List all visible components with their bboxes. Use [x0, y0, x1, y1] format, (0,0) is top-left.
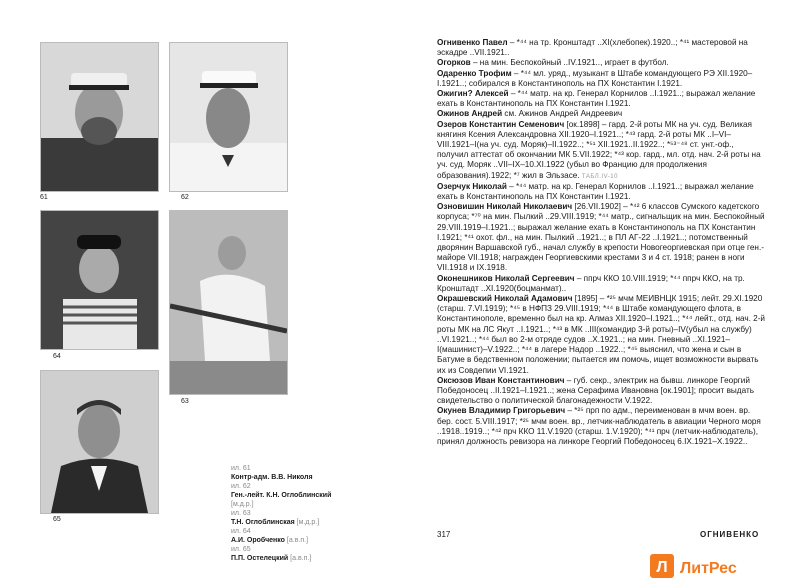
caption-source: [м.д.р.]	[231, 501, 254, 508]
photo-number: 62	[181, 194, 189, 201]
portrait-65-image	[41, 371, 158, 513]
entry-text: – *⁴⁴ матр. на кр. Генерал Корнилов ..I.1921..; выражал желание ехать в Константинополь на ПХ Константин I.1921.	[437, 89, 756, 109]
entry-name: Огнивенко Павел	[437, 38, 508, 47]
caption-name: А.И. Оробченко	[231, 537, 285, 544]
page-number: 317	[437, 530, 451, 539]
caption-source: [а.в.п.]	[286, 537, 309, 544]
entry-name: Огорков	[437, 58, 471, 68]
entry	[437, 89, 765, 109]
caption-name: Ген.-лейт. К.Н. Оглоблинский	[231, 492, 332, 499]
photo-65	[40, 370, 159, 514]
svg-text:ЛитРес: ЛитРес	[680, 560, 737, 577]
entry-name: Озерчук Николай	[437, 181, 507, 191]
photo-number: 63	[181, 398, 189, 405]
entry	[437, 202, 765, 273]
caption-61	[231, 464, 401, 482]
caption-name: П.П. Остелецкий	[231, 555, 289, 562]
caption-number: ил. 63	[231, 510, 251, 517]
photo-61	[40, 42, 159, 192]
portrait-62-image	[170, 43, 287, 191]
entry	[437, 120, 765, 182]
caption-number: ил. 61	[231, 465, 251, 472]
entry-text: – *⁴⁴ матр. на кр. Генерал Корнилов ..I.1921..; выражал желание ехать в Константинополь на ПХ Константин I.1921.	[437, 181, 754, 202]
entry	[437, 376, 765, 407]
entry	[437, 58, 765, 68]
entry-text: – на мин. Беспокойный ..IV.1921.., играет в футбол.	[470, 58, 669, 68]
entry	[437, 294, 765, 376]
photo-number: 61	[40, 194, 48, 201]
entry-name: Озеров Константин Семенович	[437, 119, 565, 129]
entry-name: Ожигин? Алексей	[437, 89, 509, 99]
caption-64	[231, 527, 401, 545]
entry-name: Оконешников Николай Сергеевич	[437, 273, 575, 283]
entry	[437, 69, 765, 89]
entry	[437, 182, 765, 202]
entry-text: – ппрч ККО 10.VIII.1919; *⁴⁴ ппрч ККО, на тр. Кронштадт ..XI.1920(боцманмат)..	[437, 273, 745, 293]
photo-62	[169, 42, 288, 192]
caption-source: [м.д.р.]	[296, 519, 320, 526]
entry	[437, 274, 765, 294]
entry-name: Оксюзов Иван Константинович	[437, 375, 565, 385]
entry-text: [26.VII.1902] – *⁴² 6 классов Сумского кадетского корпуса; *⁷⁰ на мин. Пылкий ..29.VIII.1919; *⁴⁴ матр., сигнальщик на мин. Беспокойный 29.VIII.1919–I.1921..; выражал желание ехать в Константинополь на ПХ Константин I.1921; *⁴¹ охот. фл., на мин. Пылкий ..1921..; в ПЛ АГ-22 ..I.1921..; потомственный дворянин Варшавской губ., начал службу в крепости Новогеоргиевская при отце ген.-майоре VII.1918; награжден Георгиевскими крестами 3 и 4 ст. 1918; ранен в ноги VII.1918 и IX.1918.	[437, 202, 765, 273]
biographical-entries	[437, 38, 765, 447]
entry-text: – *²⁵ прп по адм., переименован в мчм воен. вр. бер. сост. 5.VIII.1917; *²⁵ мчм воен. вр., летчик-наблюдатель в авиации Черного моря ..1918..1919..; *⁴² прч ККО 11.V.1920 (старш. 1.V.1920); *⁴¹ прч (летчик-наблюдатель), принял должность ревизора на линкоре Георгий Победоносец 6.IX.1921–X.1922..	[437, 406, 761, 446]
entry-name: Одаренко Трофим	[437, 68, 512, 78]
entry-text: [ок.1898] – гард. 2-й роты МК на уч. суд. Великая княгиня Ксения Александровна XII.1920–I.1921..; *⁴³ гард. 2-й роты МК ..I–VI–VIII.1921–I(на уч. суд. Моряк)–II.1922..; *⁵¹ XII.1921..II.1922..; *⁵³⁻⁴⁸ ст. унт.-оф., получил аттестат об окончании МК 5.VII.1922; *⁴³ кор. гард., мл. отд. нач. 2-й роты на уч. суд. Моряк ..VII–IX–10.XI.1922 (убыл во Францию для продолжения образования).1922; *⁷ жил в Эльзасе.	[437, 119, 761, 180]
photo-captions	[231, 464, 401, 563]
portrait-64-image	[41, 211, 158, 349]
entry-text: см. Ажинов Андрей Андреевич	[502, 109, 623, 119]
entry-name: Ожинов Андрей	[437, 109, 503, 119]
table-reference: ТАБЛ.IV-10	[581, 173, 618, 180]
entry-name: Озновишин Николай Николаевич	[437, 202, 573, 212]
caption-62	[231, 482, 401, 509]
caption-63	[231, 509, 401, 527]
portrait-61-image	[41, 43, 158, 191]
photo-number: 65	[53, 516, 61, 523]
entry-text: – губ. секр., электрик на бывш. линкоре Георгий Победоносец ..II.1921–I.1921..; жена Серафима Ивановна [ок.1901]; просит выдать свидетельство о политической благонадежности V.1922.	[437, 375, 754, 406]
entry-text: – *⁴⁴ мл. уряд., музыкант в Штабе командующего РЭ XII.1920–I.1921..; собирался в Константинополь на ПХ Константин I.1921.	[437, 68, 753, 88]
svg-text:Л: Л	[656, 559, 668, 576]
entry	[437, 406, 765, 447]
litres-logo	[650, 548, 800, 588]
caption-65	[231, 545, 401, 563]
entry-name: Окунев Владимир Григорьевич	[437, 406, 566, 416]
caption-name: Т.Н. Оглоблинская	[231, 519, 295, 526]
entry	[437, 38, 765, 58]
caption-number: ил. 64	[231, 528, 251, 535]
portrait-63-image	[170, 211, 287, 394]
photo-63	[169, 210, 288, 395]
caption-source: [а.в.п.]	[290, 555, 312, 562]
entry-text: [1895] – *²⁵ мчм МЕИВНЦК 1915; лейт. 29.XI.1920 (старш. 7.VI.1919); *⁴⁵ в НФПЗ 29.VIII.1919; *⁴⁴ в Штабе командующего флота, в Константинополе, временно был на кр. Алмаз XII.1920–I.1921..; *⁴⁴ лейт., отд. нач. 2-й роты МК на ЛС Якут ..I.1921..; *⁴³ в МК ..III(командир 3-й роты)–IV(убыл на службу) ..VI.1921..; *⁴⁴ был во 2-м отряде судов ..X.1921..; на мин. Гневный ..XI.1921–I(машинист)–V.1922..; *⁴⁴ в лагере Надор ..1922..; *⁴⁵ выяснил, что жена и сын в Батуме в бедственном положении; пытается им помочь, ищет возможности вырвать их из Совдепии VI.1921.	[437, 294, 766, 375]
running-head: ОГНИВЕНКО	[700, 530, 760, 539]
photo-number: 64	[53, 353, 61, 360]
caption-number: ил. 62	[231, 483, 251, 490]
caption-number: ил. 65	[231, 546, 251, 553]
photo-64	[40, 210, 159, 350]
entry-text: – *⁴⁴ на тр. Кронштадт ..XI(хлебопек).1920..; *⁴¹ мастеровой на эскадре ..VII.1921..	[437, 38, 748, 58]
entry-name: Окрашевский Николай Адамович	[437, 294, 573, 304]
caption-name: Контр-адм. В.В. Николя	[231, 474, 313, 481]
entry	[437, 109, 765, 119]
